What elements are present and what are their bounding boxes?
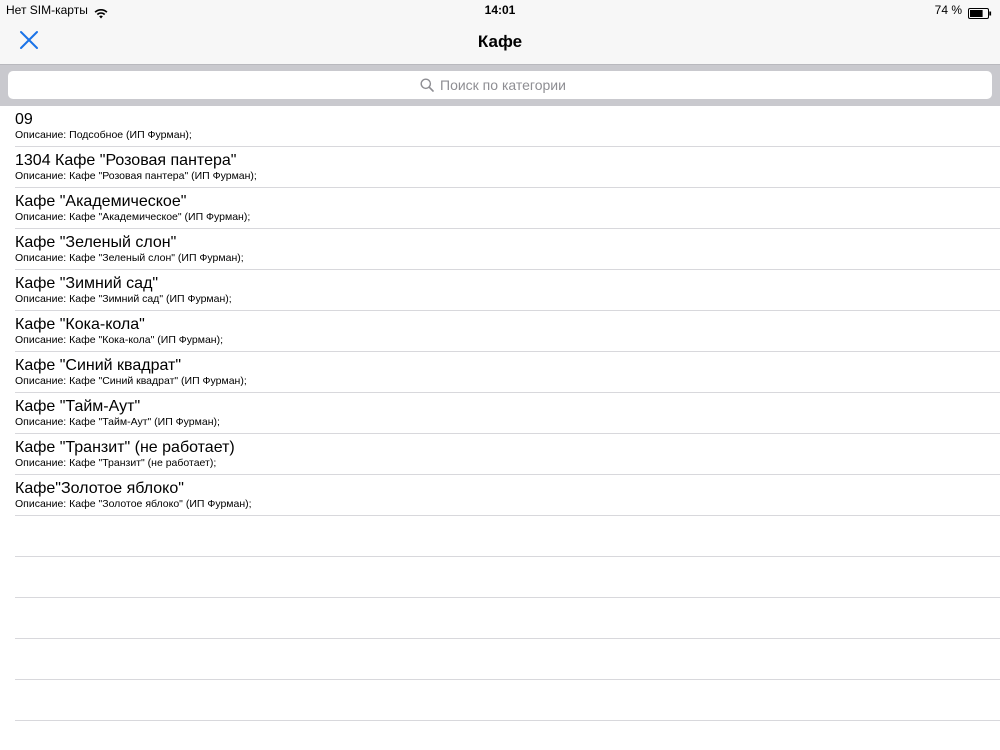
list-item[interactable] xyxy=(0,106,1000,147)
battery-icon xyxy=(968,5,992,16)
list-item[interactable] xyxy=(0,434,1000,475)
search-input[interactable] xyxy=(440,77,580,93)
list-item-title: 1304 Кафе "Розовая пантера" xyxy=(15,152,237,169)
category-list xyxy=(0,106,1000,750)
empty-row xyxy=(0,516,1000,557)
list-item[interactable] xyxy=(0,188,1000,229)
page-title: Кафе xyxy=(477,32,523,51)
list-item-description: Описание: Кафе "Розовая пантера" (ИП Фурман); xyxy=(15,170,257,182)
empty-row xyxy=(0,557,1000,598)
list-item-title: Кафе"Золотое яблоко" xyxy=(15,480,184,497)
list-item-description: Описание: Кафе "Тайм-Аут" (ИП Фурман); xyxy=(15,416,220,428)
empty-row xyxy=(0,680,1000,721)
list-item[interactable] xyxy=(0,270,1000,311)
list-item-title: Кафе "Транзит" (не работает) xyxy=(15,439,235,456)
list-item-description: Описание: Кафе "Синий квадрат" (ИП Фурман); xyxy=(15,375,247,387)
list-item[interactable] xyxy=(0,393,1000,434)
list-item-title: Кафе "Синий квадрат" xyxy=(15,357,182,374)
top-bar xyxy=(0,0,1000,64)
status-bar xyxy=(0,0,1000,20)
list-item-title: Кафе "Зимний сад" xyxy=(15,275,159,292)
list-item-title: Кафе "Кока-кола" xyxy=(15,316,145,333)
list-item-title: 09 xyxy=(15,111,33,128)
status-right xyxy=(935,0,992,20)
list-item-description: Описание: Подсобное (ИП Фурман); xyxy=(15,129,192,141)
list-item-title: Кафе "Академическое" xyxy=(15,193,187,210)
list-item[interactable] xyxy=(0,352,1000,393)
search-icon xyxy=(420,78,434,92)
list-item-title: Кафе "Тайм-Аут" xyxy=(15,398,141,415)
status-time: 14:01 xyxy=(484,3,516,17)
list-item[interactable] xyxy=(0,229,1000,270)
list-item-description: Описание: Кафе "Академическое" (ИП Фурман); xyxy=(15,211,251,223)
search-bar xyxy=(0,64,1000,106)
list-item[interactable] xyxy=(0,311,1000,352)
list-item-description: Описание: Кафе "Кока-кола" (ИП Фурман); xyxy=(15,334,224,346)
list-item-description: Описание: Кафе "Золотое яблоко" (ИП Фурман); xyxy=(15,498,252,510)
list-item-description: Описание: Кафе "Транзит" (не работает); xyxy=(15,457,217,469)
list-item[interactable] xyxy=(0,475,1000,516)
battery-percent: 74 % xyxy=(934,3,962,17)
carrier-label: Нет SIM-карты xyxy=(6,3,88,17)
empty-row xyxy=(0,598,1000,639)
list-item-description: Описание: Кафе "Зеленый слон" (ИП Фурман); xyxy=(15,252,244,264)
list-item-description: Описание: Кафе "Зимний сад" (ИП Фурман); xyxy=(15,293,232,305)
list-item[interactable] xyxy=(0,147,1000,188)
list-item-title: Кафе "Зеленый слон" xyxy=(15,234,177,251)
navigation-bar xyxy=(0,20,1000,64)
search-box[interactable] xyxy=(8,71,992,99)
empty-row xyxy=(0,639,1000,680)
